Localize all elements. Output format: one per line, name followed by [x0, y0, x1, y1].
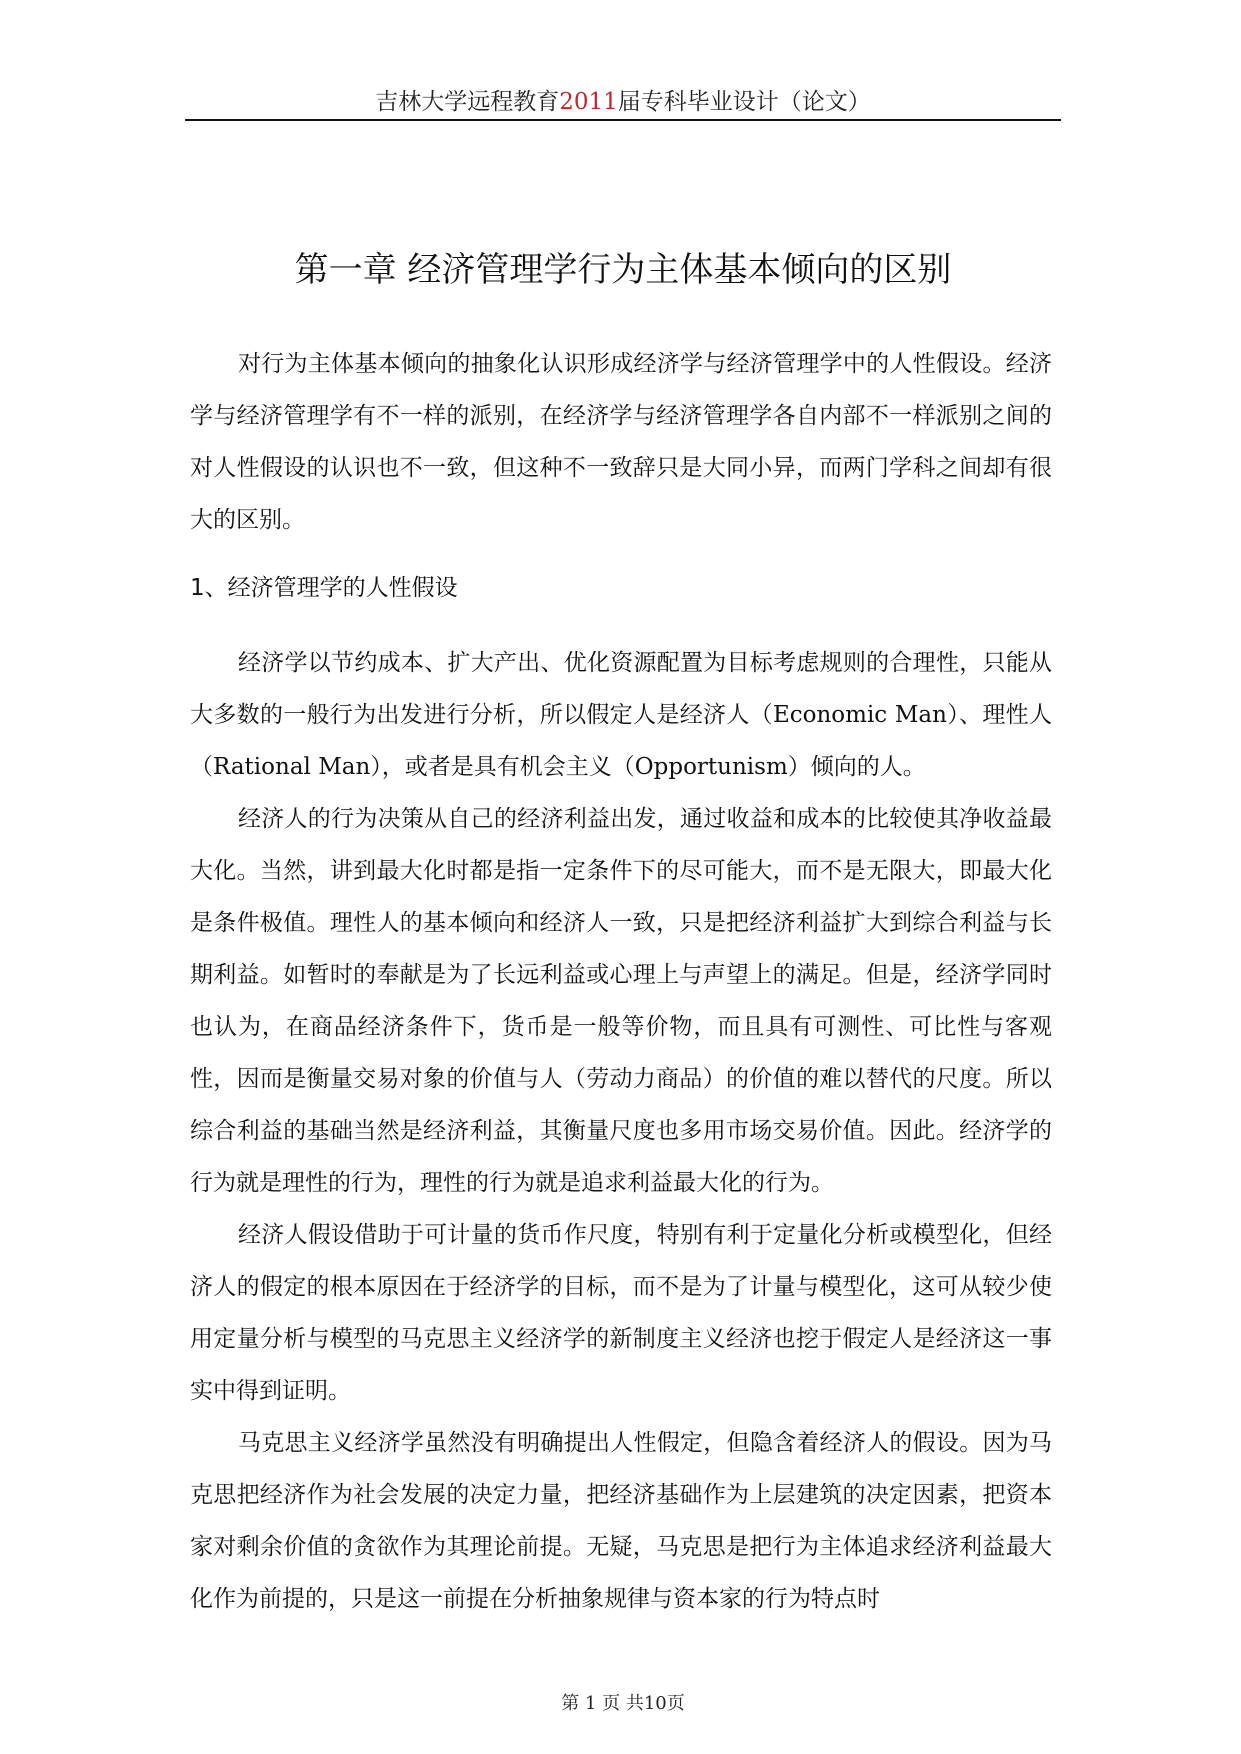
running-header — [185, 86, 1061, 118]
header-prefix: 吉林大学远程教育 — [375, 89, 560, 115]
body-paragraph: 马克思主义经济学虽然没有明确提出人性假定，但隐含着经济人的假设。因为马克思把经济作为社会发展的决定力量，把经济基础作为上层建筑的决定因素，把资本家对剩余价值的贪欲作为其理论前提。无疑，马克思是把行为主体追求经济利益最大化作为前提的，只是这一前提在分析抽象规律与资本家的行为特点时 — [190, 1430, 1052, 1612]
intro-paragraph: 对行为主体基本倾向的抽象化认识形成经济学与经济管理学中的人性假设。经济学与经济管理学有不一样的派别，在经济学与经济管理学各自内部不一样派别之间的对人性假设的认识也不一致，但这种不一致辞只是大同小异，而两门学科之间却有很大的区别。 — [190, 351, 1052, 533]
section-heading: 1、经济管理学的人性假设 — [190, 575, 458, 601]
header-rule — [185, 119, 1061, 121]
chapter-title: 第一章 经济管理学行为主体基本倾向的区别 — [294, 250, 952, 290]
header-year: 2011 — [559, 89, 618, 115]
page-footer: 第 1 页 共10页 — [561, 1693, 685, 1714]
body-paragraph: 经济人的行为决策从自己的经济利益出发，通过收益和成本的比较使其净收益最大化。当然，讲到最大化时都是指一定条件下的尽可能大，而不是无限大，即最大化是条件极值。理性人的基本倾向和经济人一致，只是把经济利益扩大到综合利益与长期利益。如暂时的奉献是为了长远利益或心理上与声望上的满足。但是，经济学同时也认为，在商品经济条件下，货币是一般等价物，而且具有可测性、可比性与客观性，因而是衡量交易对象的价值与人（劳动力商品）的价值的难以替代的尺度。所以综合利益的基础当然是经济利益，其衡量尺度也多用市场交易价值。因此。经济学的行为就是理性的行为，理性的行为就是追求利益最大化的行为。 — [190, 806, 1052, 1196]
intro-block — [190, 338, 1052, 546]
body-paragraph: 经济人假设借助于可计量的货币作尺度，特别有利于定量化分析或模型化，但经济人的假定的根本原因在于经济学的目标，而不是为了计量与模型化，这可从较少使用定量分析与模型的马克思主义经济学的新制度主义经济也挖于假定人是经济这一事实中得到证明。 — [190, 1222, 1052, 1404]
body-paragraph: 经济学以节约成本、扩大产出、优化资源配置为目标考虑规则的合理性，只能从大多数的一般行为出发进行分析，所以假定人是经济人（Economic Man）、理性人（Rational Man），或者是具有机会主义（Opportunism）倾向的人。 — [190, 650, 1052, 780]
section-body — [190, 637, 1052, 1625]
header-suffix: 届专科毕业设计（论文） — [617, 89, 871, 115]
